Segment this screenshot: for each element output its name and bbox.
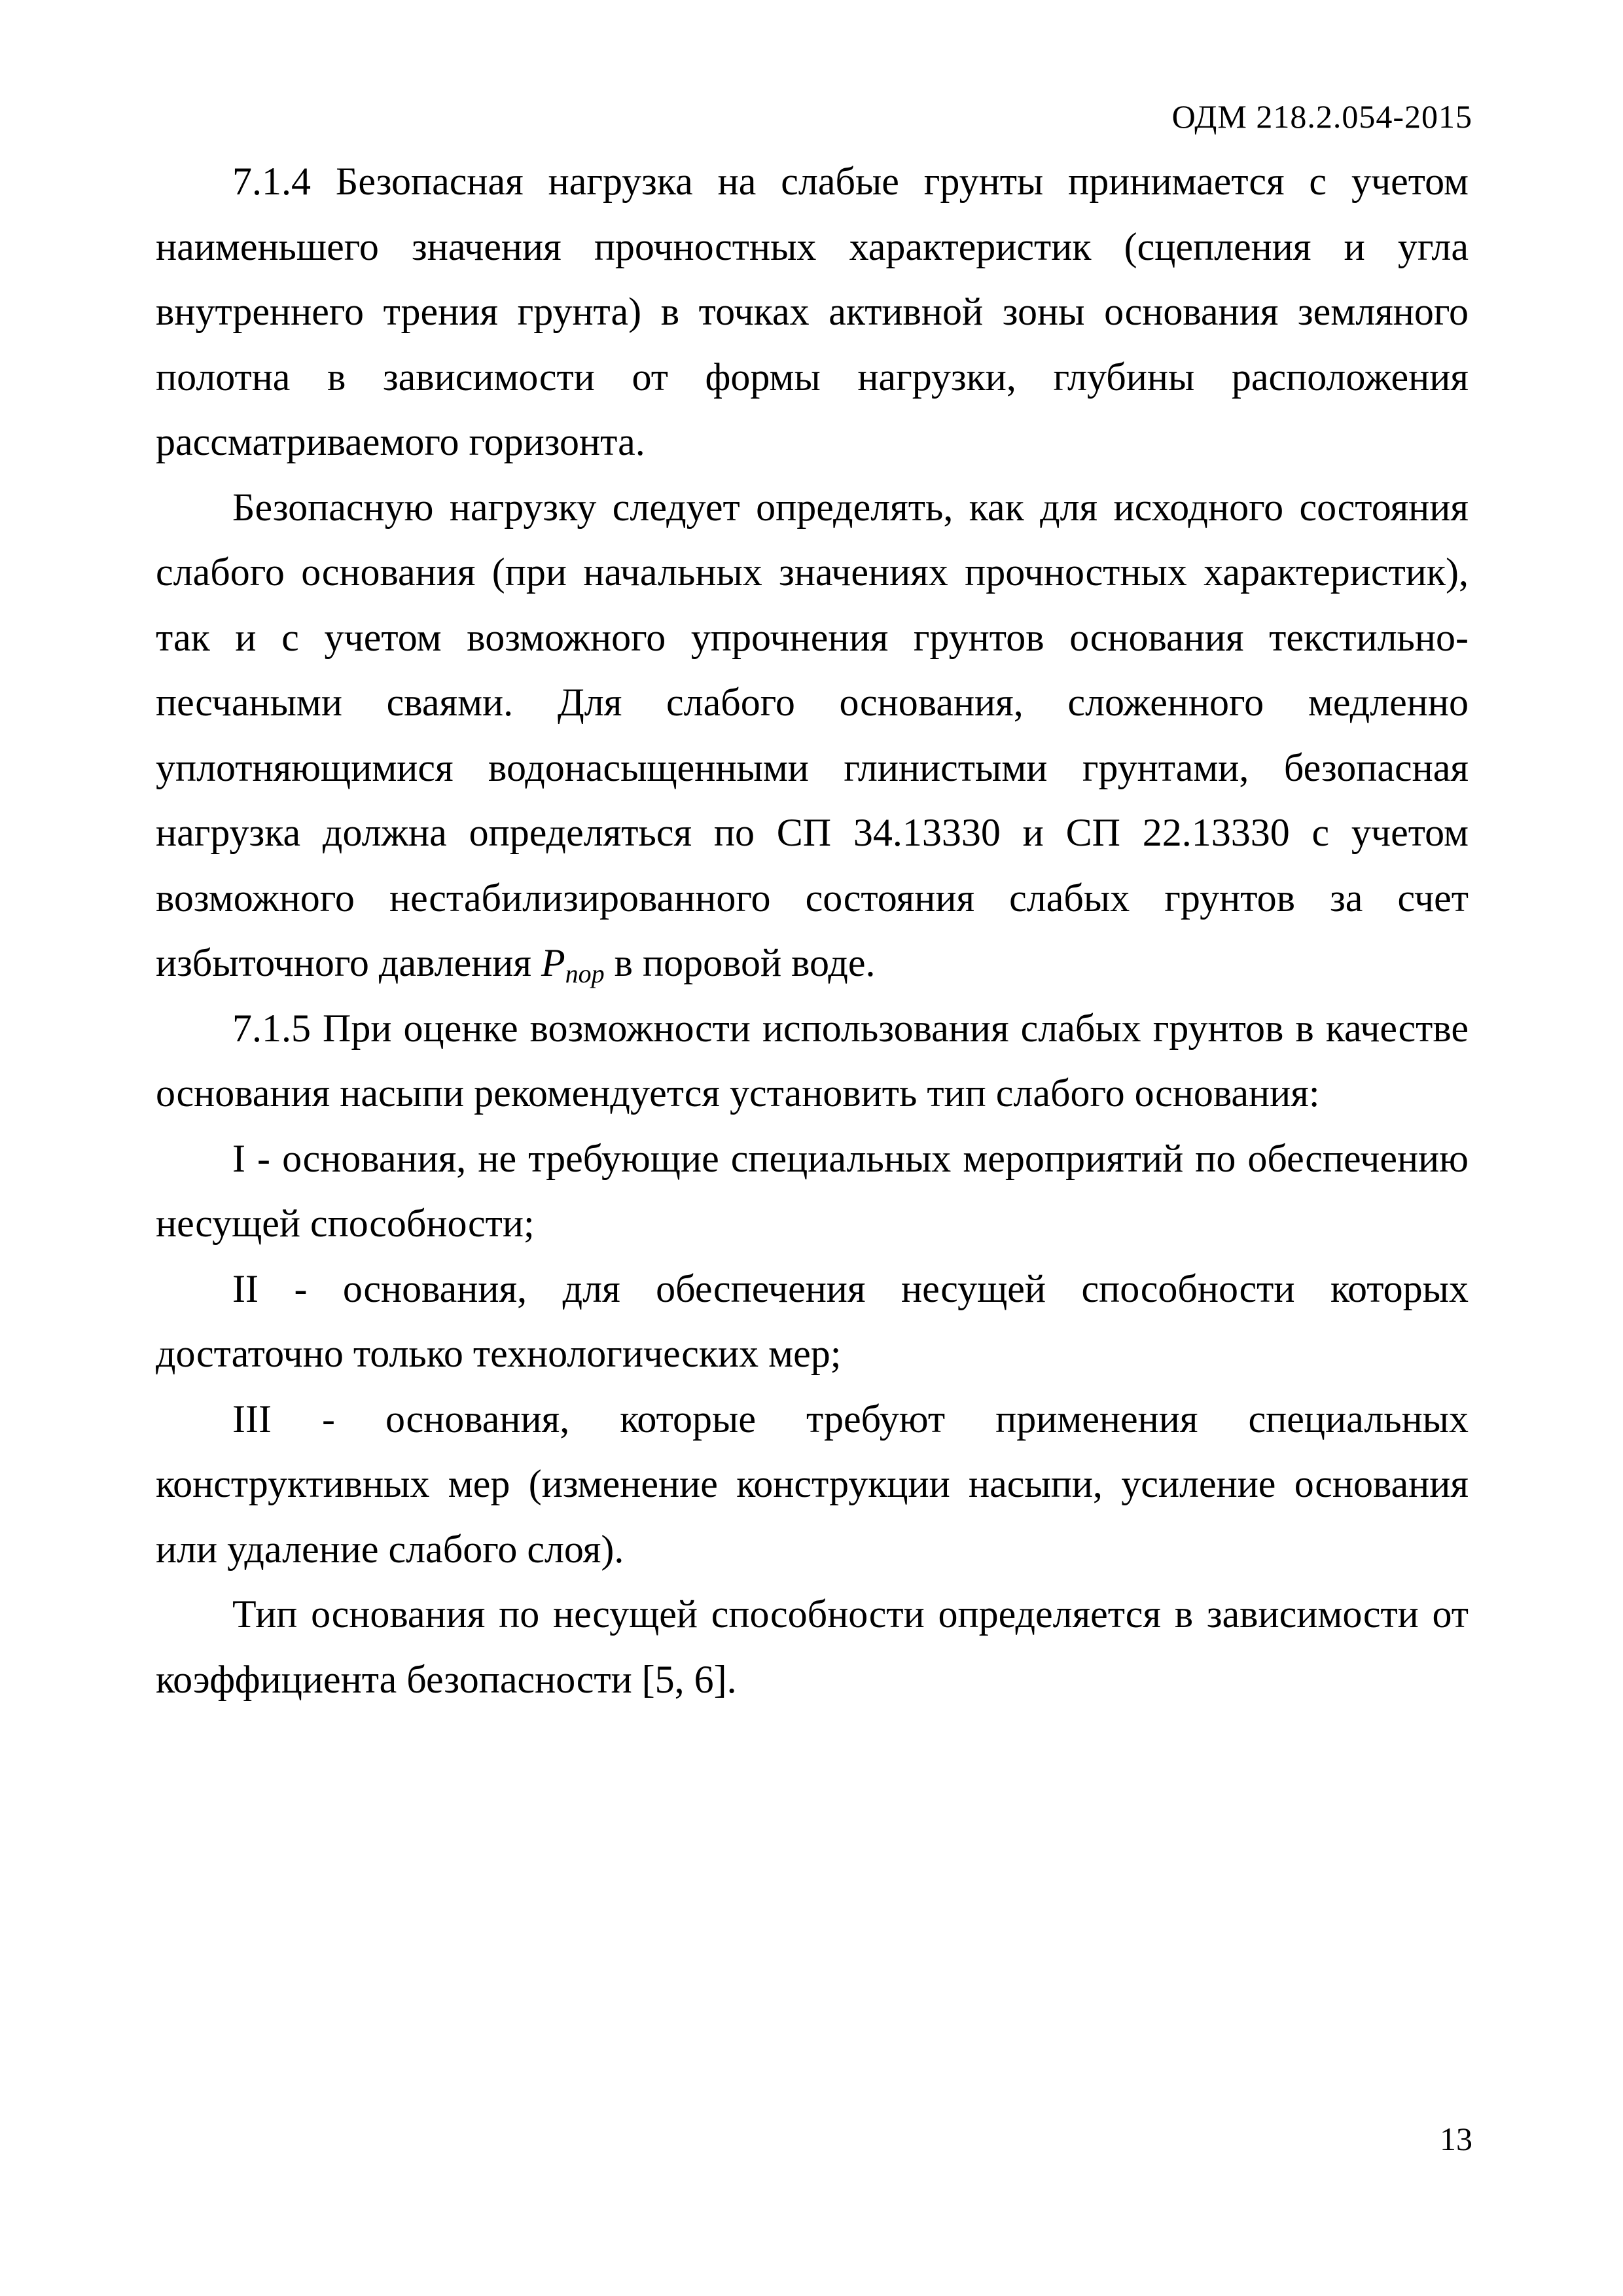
paragraph-safe-load-ending: в поровой воде. — [614, 941, 876, 984]
pore-pressure-symbol — [541, 941, 605, 988]
document-body — [156, 149, 1469, 1712]
paragraph-safe-load — [156, 475, 1469, 996]
pore-pressure-symbol-subscript: пор — [565, 959, 605, 988]
paragraph-7-1-4: 7.1.4 Безопасная нагрузка на слабые грунты принимается с учетом наименьшего значения прочностных характеристик (сцепления и угла внутреннего трения грунта) в точках активной зоны основания земляного полотна в зависимости от формы нагрузки, глубины расположения рассматриваемого горизонта. — [156, 160, 1469, 463]
paragraph-base-type: Тип основания по несущей способности определяется в зависимости от коэффициента безопасности [5, 6]. — [156, 1592, 1469, 1701]
pore-pressure-symbol-base: P — [541, 941, 565, 984]
document-code-header: ОДМ 218.2.054-2015 — [1171, 98, 1472, 135]
page-number: 13 — [1440, 2121, 1472, 2157]
list-item-type-1: I - основания, не требующие специальных мероприятий по обеспечению несущей способности; — [156, 1136, 1469, 1245]
list-item-type-3: III - основания, которые требуют применения специальных конструктивных мер (изменение конструкции насыпи, усиление основания или удаление слабого слоя). — [156, 1397, 1469, 1571]
list-item-type-2: II - основания, для обеспечения несущей способности которых достаточно только технологических мер; — [156, 1266, 1469, 1375]
paragraph-safe-load-text: Безопасную нагрузку следует определять, как для исходного состояния слабого основания (при начальных значениях прочностных характеристик), так и с учетом возможного упрочнения грунтов основания текстильно-песчаными сваями. Для слабого основания, сложенного медленно уплотняющимися водонасыщенными глинистыми грунтами, безопасная нагрузка должна определяться по СП 34.13330 и СП 22.13330 с учетом возможного нестабилизированного состояния слабых грунтов за счет избыточного давления — [156, 485, 1469, 984]
paragraph-7-1-5: 7.1.5 При оценке возможности использования слабых грунтов в качестве основания насыпи рекомендуется установить тип слабого основания: — [156, 1006, 1469, 1115]
